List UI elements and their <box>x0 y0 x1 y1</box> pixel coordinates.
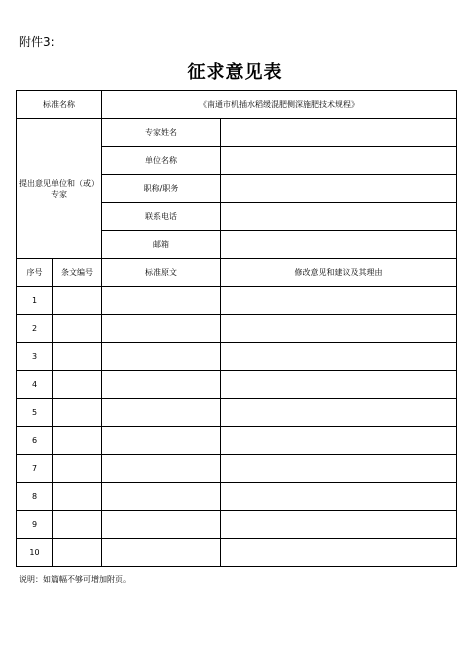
suggestion-cell[interactable] <box>221 539 457 567</box>
original-text-cell[interactable] <box>102 371 221 399</box>
original-text-cell[interactable] <box>102 343 221 371</box>
feedback-form-table <box>16 90 457 567</box>
submitter-field-value[interactable] <box>221 231 457 259</box>
attachment-label: 附件3: <box>19 35 55 49</box>
column-header: 条文编号 <box>53 259 102 287</box>
suggestion-cell[interactable] <box>221 371 457 399</box>
original-text-cell[interactable] <box>102 511 221 539</box>
suggestion-cell[interactable] <box>221 287 457 315</box>
submitter-field-value[interactable] <box>221 147 457 175</box>
table-row <box>17 371 457 399</box>
submitter-field-value[interactable] <box>221 175 457 203</box>
submitter-field-label: 职称/职务 <box>102 175 221 203</box>
standard-name-row <box>17 91 457 119</box>
table-row <box>17 511 457 539</box>
submitter-field-label: 专家姓名 <box>102 119 221 147</box>
row-number: 10 <box>17 539 53 567</box>
row-number: 6 <box>17 427 53 455</box>
row-number: 5 <box>17 399 53 427</box>
submitter-field-label: 邮箱 <box>102 231 221 259</box>
submitter-row <box>17 119 457 147</box>
original-text-cell[interactable] <box>102 539 221 567</box>
clause-number-cell[interactable] <box>53 455 102 483</box>
column-header-row <box>17 259 457 287</box>
submitter-field-label: 联系电话 <box>102 203 221 231</box>
suggestion-cell[interactable] <box>221 399 457 427</box>
footer-note: 说明：如篇幅不够可增加附页。 <box>19 575 131 584</box>
original-text-cell[interactable] <box>102 399 221 427</box>
column-header: 标准原文 <box>102 259 221 287</box>
row-number: 7 <box>17 455 53 483</box>
row-number: 9 <box>17 511 53 539</box>
page-title: 征求意见表 <box>187 62 283 83</box>
submitter-field-value[interactable] <box>221 119 457 147</box>
submitter-field-value[interactable] <box>221 203 457 231</box>
table-row <box>17 483 457 511</box>
table-row <box>17 427 457 455</box>
suggestion-cell[interactable] <box>221 343 457 371</box>
table-row <box>17 343 457 371</box>
table-row <box>17 399 457 427</box>
column-header: 序号 <box>17 259 53 287</box>
standard-name-label: 标准名称 <box>17 91 102 119</box>
suggestion-cell[interactable] <box>221 427 457 455</box>
column-header: 修改意见和建议及其理由 <box>221 259 457 287</box>
original-text-cell[interactable] <box>102 483 221 511</box>
submitter-field-label: 单位名称 <box>102 147 221 175</box>
row-number: 1 <box>17 287 53 315</box>
original-text-cell[interactable] <box>102 427 221 455</box>
original-text-cell[interactable] <box>102 315 221 343</box>
row-number: 4 <box>17 371 53 399</box>
table-row <box>17 539 457 567</box>
clause-number-cell[interactable] <box>53 343 102 371</box>
clause-number-cell[interactable] <box>53 511 102 539</box>
row-number: 2 <box>17 315 53 343</box>
table-row <box>17 455 457 483</box>
clause-number-cell[interactable] <box>53 287 102 315</box>
clause-number-cell[interactable] <box>53 315 102 343</box>
suggestion-cell[interactable] <box>221 315 457 343</box>
clause-number-cell[interactable] <box>53 371 102 399</box>
clause-number-cell[interactable] <box>53 483 102 511</box>
clause-number-cell[interactable] <box>53 399 102 427</box>
suggestion-cell[interactable] <box>221 455 457 483</box>
original-text-cell[interactable] <box>102 287 221 315</box>
submitter-label: 提出意见单位和（或）专家 <box>17 119 102 259</box>
suggestion-cell[interactable] <box>221 511 457 539</box>
row-number: 8 <box>17 483 53 511</box>
row-number: 3 <box>17 343 53 371</box>
suggestion-cell[interactable] <box>221 483 457 511</box>
clause-number-cell[interactable] <box>53 427 102 455</box>
table-row <box>17 315 457 343</box>
standard-name-value: 《南通市机插水稻缓混肥侧深施肥技术规程》 <box>102 91 457 119</box>
clause-number-cell[interactable] <box>53 539 102 567</box>
original-text-cell[interactable] <box>102 455 221 483</box>
table-row <box>17 287 457 315</box>
